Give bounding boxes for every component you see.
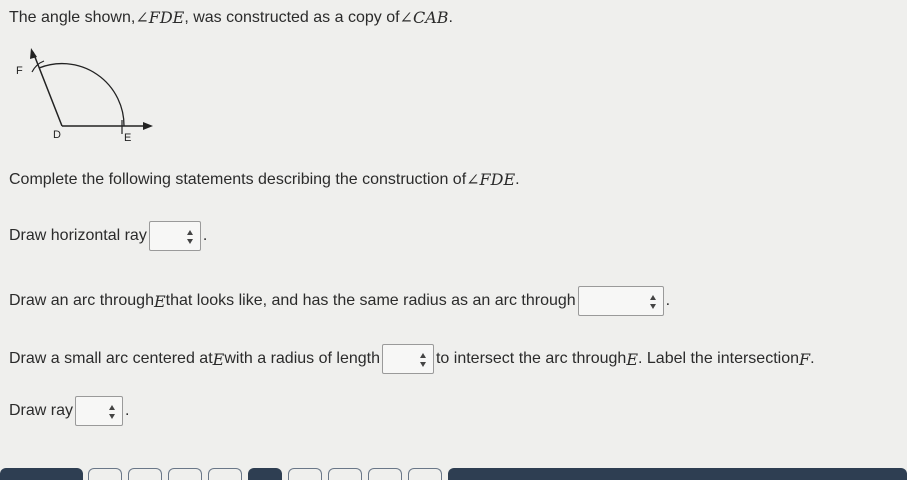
progress-tab[interactable] [328,468,362,480]
dropdown-arrows-icon [109,405,115,419]
step-3-end: . [810,350,815,367]
step-2-end: . [665,292,671,309]
progress-tab[interactable] [368,468,402,480]
progress-tab[interactable] [208,468,242,480]
step-1-end: . [202,227,208,244]
label-e: E [124,132,132,144]
step-3-point-e2: E [626,349,638,369]
step-2 [9,286,670,316]
question-intro-1: The angle shown, [9,8,136,26]
progress-tab[interactable] [248,468,282,480]
dropdown-arrows-icon [420,353,426,367]
step-4-dropdown[interactable] [75,396,123,426]
dropdown-arrows-icon [650,295,656,309]
step-3-label-1: Draw a small arc centered at [9,350,213,367]
angle-fde-label: ∠FDE [135,8,185,27]
step-1-dropdown[interactable] [149,221,201,251]
step-3 [9,344,815,374]
step-4 [9,396,129,426]
prompt-text [9,170,520,189]
step-1-label: Draw horizontal ray [9,227,147,244]
step-3-label-4: . Label the intersection [638,350,799,367]
progress-tab[interactable] [408,468,442,480]
step-3-label-3: to intersect the arc through [435,350,627,367]
question-intro-2: , was constructed as a copy of [184,8,400,26]
question-progress-tabs [0,464,907,477]
dropdown-arrows-icon [187,230,193,244]
step-1 [9,221,207,251]
angle-construction-figure [16,48,162,148]
ray-df-arrowhead [30,48,37,59]
progress-tab[interactable] [88,468,122,480]
arc-through-e [39,64,124,126]
prompt-end: . [515,170,520,188]
question-intro-3: . [448,8,453,26]
progress-tab[interactable] [0,468,83,480]
step-2-dropdown[interactable] [578,286,664,316]
ray-de-arrowhead [143,122,153,130]
prompt-label: Complete the following statements describing the construction of [9,170,467,188]
question-text [9,8,453,27]
progress-tab[interactable] [288,468,322,480]
step-3-point-e: E [212,349,225,369]
step-3-dropdown[interactable] [382,344,434,374]
label-d: D [53,129,61,141]
step-3-point-f: F [799,349,811,369]
step-2-label-2: that looks like, and has the same radius as an arc through [165,292,576,309]
prompt-angle-label: ∠FDE [466,170,516,189]
progress-tab[interactable] [448,468,907,480]
step-4-end: . [125,402,130,419]
progress-tab[interactable] [128,468,162,480]
step-4-label: Draw ray [9,402,74,419]
label-f: F [16,65,23,77]
step-2-label-1: Draw an arc through [9,292,154,309]
step-2-point-e: E [153,291,166,311]
progress-tab[interactable] [168,468,202,480]
step-3-label-2: with a radius of length [224,350,380,367]
angle-cab-label: ∠CAB [399,8,449,27]
